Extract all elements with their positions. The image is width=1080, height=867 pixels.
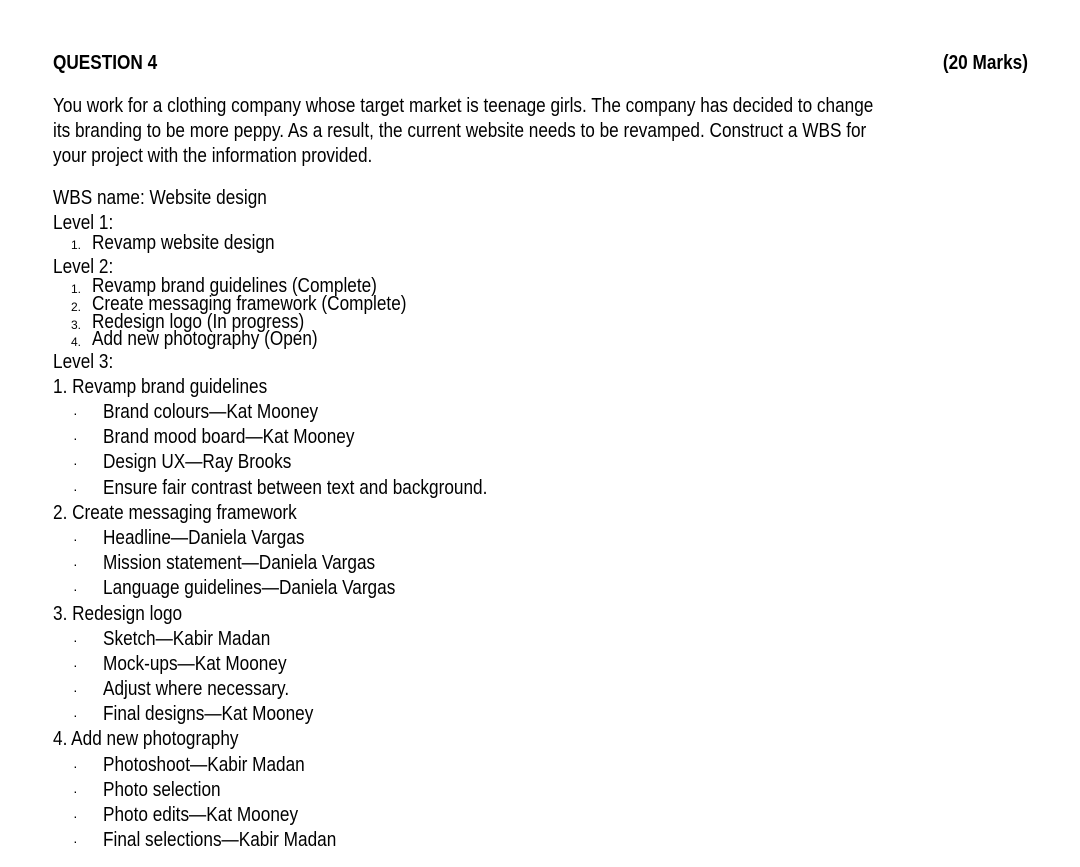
level3-item: Mission statement—Daniela Vargas [103,552,376,574]
level3-group-title: 4. Add new photography [53,728,239,750]
bullet-icon: · [73,632,78,648]
intro-line: your project with the information provided. [53,145,373,167]
level3-group-title: 1. Revamp brand guidelines [53,376,268,398]
level3-item: Headline—Daniela Vargas [103,527,305,549]
question-marks: (20 Marks) [942,52,1028,74]
question-title: QUESTION 4 [53,52,158,74]
intro-line: You work for a clothing company whose target market is teenage girls. The company has decided to change [53,95,874,117]
level3-item: Adjust where necessary. [103,678,290,700]
level2-item: Revamp brand guidelines (Complete) [92,275,377,297]
level2-item: Create messaging framework (Complete) [92,293,407,315]
level3-item: Ensure fair contrast between text and background. [103,477,488,499]
bullet-icon: · [73,556,78,572]
bullet-icon: · [73,707,78,723]
bullet-icon: · [73,581,78,597]
level3-item: Mock-ups—Kat Mooney [103,653,287,675]
level1-item: Revamp website design [92,232,275,254]
intro-line: its branding to be more peppy. As a result, the current website needs to be revamped. Construct a WBS for [53,120,867,142]
bullet-icon: · [73,758,78,774]
bullet-icon: · [73,531,78,547]
bullet-icon: · [73,481,78,497]
level3-item: Photo edits—Kat Mooney [103,804,299,826]
level2-item-number: 2. [71,300,82,314]
level2-item: Add new photography (Open) [92,328,318,350]
wbs-name: WBS name: Website design [53,187,267,209]
level3-item: Design UX—Ray Brooks [103,451,292,473]
level3-item: Photoshoot—Kabir Madan [103,754,305,776]
bullet-icon: · [73,455,78,471]
level3-item: Language guidelines—Daniela Vargas [103,577,396,599]
level2-item-number: 1. [71,282,82,296]
bullet-icon: · [73,783,78,799]
level2-item-number: 4. [71,335,82,349]
level3-item: Sketch—Kabir Madan [103,628,271,650]
question-intro [53,94,1007,169]
level3-group-title: 2. Create messaging framework [53,502,297,524]
bullet-icon: · [73,657,78,673]
level3-item: Photo selection [103,779,221,801]
level2-item: Redesign logo (In progress) [92,311,305,333]
bullet-icon: · [73,808,78,824]
level3-group-title: 3. Redesign logo [53,603,183,625]
level3-item: Brand colours—Kat Mooney [103,401,319,423]
bullet-icon: · [73,405,78,421]
level3-item: Final selections—Kabir Madan [103,829,337,851]
level3-item: Brand mood board—Kat Mooney [103,426,355,448]
bullet-icon: · [73,430,78,446]
level1-label: Level 1: [53,212,114,234]
level1-item-number: 1. [71,238,82,252]
bullet-icon: · [73,682,78,698]
bullet-icon: · [73,833,78,849]
level3-item: Final designs—Kat Mooney [103,703,314,725]
level3-label: Level 3: [53,351,114,373]
level2-item-number: 3. [71,318,82,332]
level2-label: Level 2: [53,256,114,278]
